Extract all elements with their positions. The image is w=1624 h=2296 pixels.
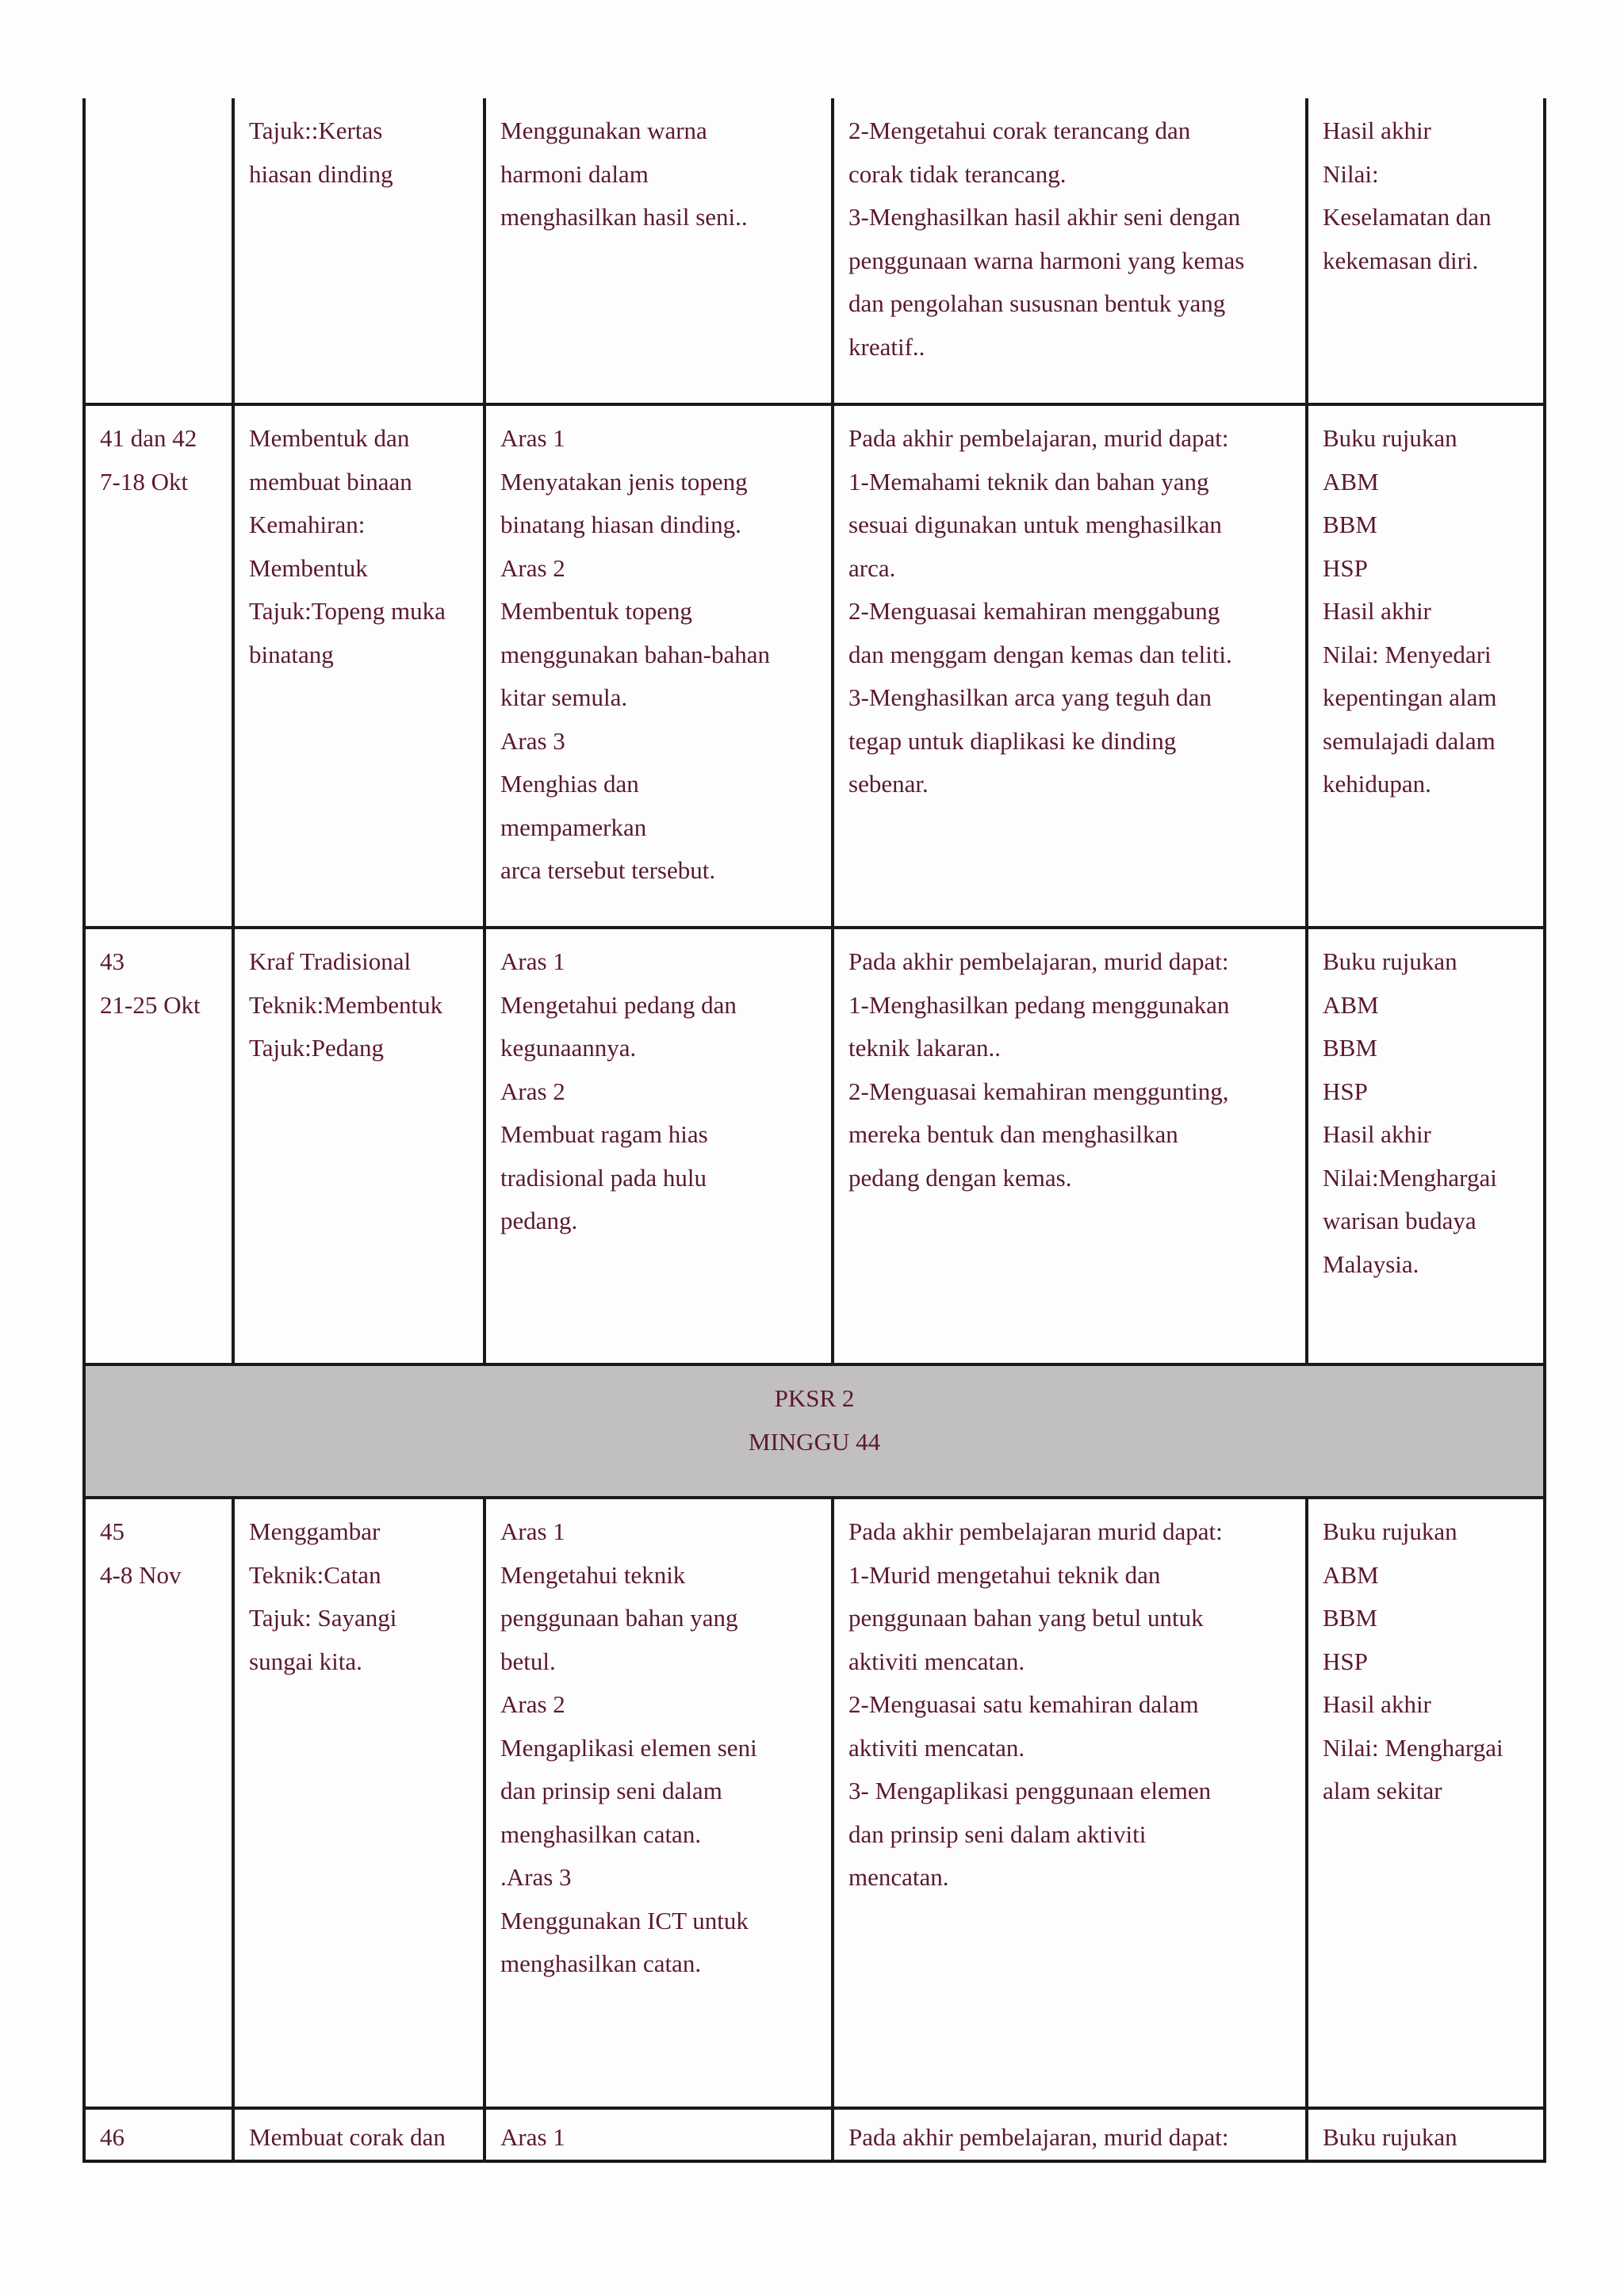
table-row	[84, 404, 1545, 928]
notes-cell: Buku rujukan ABM BBM HSP Hasil akhir Nilai: Menyedari kepentingan alam semulajadi dalam kehidupan.	[1307, 404, 1545, 928]
table-row	[84, 1498, 1545, 2108]
week-cell: 46	[84, 2108, 233, 2161]
objectives-cell: Pada akhir pembelajaran, murid dapat:	[833, 2108, 1307, 2161]
notes-cell: Hasil akhir Nilai: Keselamatan dan kekemasan diri.	[1307, 98, 1545, 404]
topic-cell: Tajuk::Kertas hiasan dinding	[233, 98, 485, 404]
week-cell	[84, 98, 233, 404]
section-band	[84, 1364, 1545, 1498]
notes-cell: Buku rujukan ABM BBM HSP Hasil akhir Nilai: Menghargai alam sekitar	[1307, 1498, 1545, 2108]
levels-cell: Menggunakan warna harmoni dalam menghasilkan hasil seni..	[485, 98, 833, 404]
objectives-cell: 2-Mengetahui corak terancang dan corak tidak terancang. 3-Menghasilkan hasil akhir seni dengan penggunaan warna harmoni yang kemas dan pengolahan sususnan bentuk yang kreatif..	[833, 98, 1307, 404]
levels-cell: Aras 1 Menyatakan jenis topeng binatang hiasan dinding. Aras 2 Membentuk topeng menggunakan bahan-bahan kitar semula. Aras 3 Menghias dan mempamerkan arca tersebut tersebut.	[485, 404, 833, 928]
section-band-row	[84, 1364, 1545, 1498]
week-cell: 41 dan 42 7-18 Okt	[84, 404, 233, 928]
levels-cell: Aras 1 Mengetahui pedang dan kegunaannya. Aras 2 Membuat ragam hias tradisional pada hulu pedang.	[485, 928, 833, 1364]
levels-cell: Aras 1	[485, 2108, 833, 2161]
levels-cell: Aras 1 Mengetahui teknik penggunaan bahan yang betul. Aras 2 Mengaplikasi elemen seni dan prinsip seni dalam menghasilkan catan. .Aras 3 Menggunakan ICT untuk menghasilkan catan.	[485, 1498, 833, 2108]
notes-cell: Buku rujukan	[1307, 2108, 1545, 2161]
notes-cell: Buku rujukan ABM BBM HSP Hasil akhir Nilai:Menghargai warisan budaya Malaysia.	[1307, 928, 1545, 1364]
objectives-cell: Pada akhir pembelajaran murid dapat: 1-Murid mengetahui teknik dan penggunaan bahan yang betul untuk aktiviti mencatan. 2-Menguasai satu kemahiran dalam aktiviti mencatan. 3- Mengaplikasi penggunaan elemen dan prinsip seni dalam aktiviti mencatan.	[833, 1498, 1307, 2108]
objectives-cell: Pada akhir pembelajaran, murid dapat: 1-Memahami teknik dan bahan yang sesuai digunakan untuk menghasilkan arca. 2-Menguasai kemahiran menggabung dan menggam dengan kemas dan teliti. 3-Menghasilkan arca yang teguh dan tegap untuk diaplikasi ke dinding sebenar.	[833, 404, 1307, 928]
topic-cell: Menggambar Teknik:Catan Tajuk: Sayangi sungai kita.	[233, 1498, 485, 2108]
band-subtitle: MINGGU 44	[748, 1427, 881, 1456]
week-cell: 45 4-8 Nov	[84, 1498, 233, 2108]
week-cell: 43 21-25 Okt	[84, 928, 233, 1364]
topic-cell: Kraf Tradisional Teknik:Membentuk Tajuk:Pedang	[233, 928, 485, 1364]
table-row	[84, 928, 1545, 1364]
lesson-plan-table	[82, 98, 1546, 2163]
band-title: PKSR 2	[774, 1384, 855, 1412]
table-row	[84, 2108, 1545, 2161]
topic-cell: Membuat corak dan	[233, 2108, 485, 2161]
objectives-cell: Pada akhir pembelajaran, murid dapat: 1-Menghasilkan pedang menggunakan teknik lakaran.. 2-Menguasai kemahiran menggunting, mereka bentuk dan menghasilkan pedang dengan kemas.	[833, 928, 1307, 1364]
table-row	[84, 98, 1545, 404]
topic-cell: Membentuk dan membuat binaan Kemahiran: Membentuk Tajuk:Topeng muka binatang	[233, 404, 485, 928]
